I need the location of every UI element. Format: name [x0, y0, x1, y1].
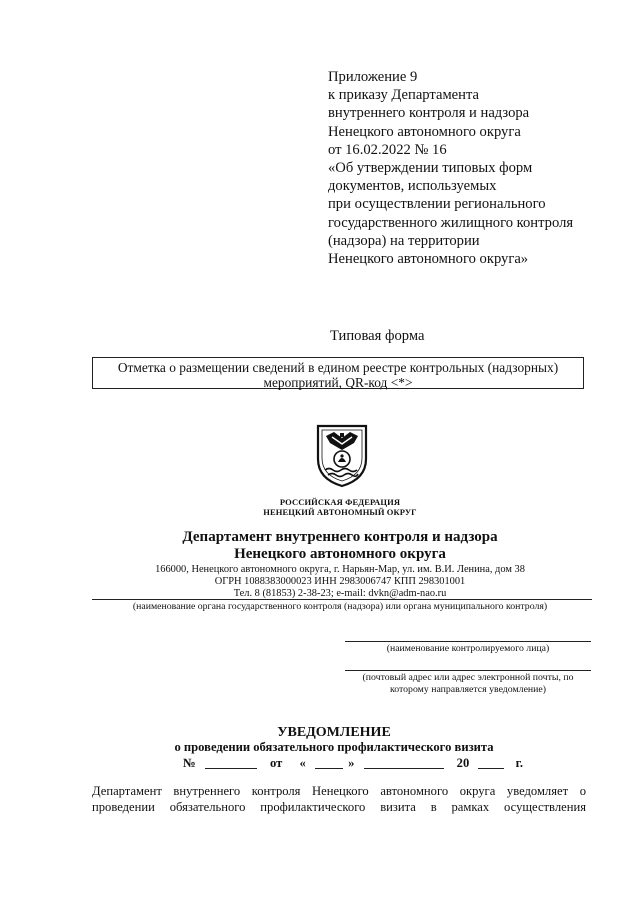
number-label: №: [183, 756, 196, 770]
subject-name-line: [345, 641, 591, 642]
header-divider: [92, 599, 592, 600]
registry-mark-box: [92, 357, 584, 389]
year-prefix: 20: [456, 756, 470, 770]
appendix-line: к приказу Департамента: [328, 87, 479, 104]
from-label: от: [269, 756, 283, 770]
appendix-line: внутреннего контроля и надзора: [328, 105, 530, 122]
appendix-line: Ненецкого автономного округа»: [328, 251, 529, 268]
appendix-line: «Об утверждении типовых форм: [328, 160, 533, 177]
appendix-line: Приложение 9: [328, 69, 418, 85]
department-name-line1: Департамент внутреннего контроля и надзора: [182, 529, 498, 545]
department-phone-email: Тел. 8 (81853) 2-38-23; e-mail: dvkn@adm-nao.ru: [233, 588, 447, 599]
number-blank: [205, 756, 257, 769]
subject-name-caption: (наименование контролируемого лица): [386, 643, 550, 654]
department-registration: ОГРН 1088383000023 ИНН 2983006747 КПП 298301001: [214, 576, 466, 587]
okrug-label: НЕНЕЦКИЙ АВТОНОМНЫЙ ОКРУГ: [263, 507, 417, 517]
notice-body: [92, 784, 586, 815]
federation-label: РОССИЙСКАЯ ФЕДЕРАЦИЯ: [279, 497, 401, 507]
address-caption-line2: которому направляется уведомление): [389, 684, 547, 695]
registry-mark-line2: мероприятий, QR-код <*>: [263, 375, 413, 390]
notice-title: УВЕДОМЛЕНИЕ: [277, 725, 391, 740]
appendix-line: (надзора) на территории: [328, 232, 480, 249]
notice-body-line1: Департамент внутреннего контроля Ненецкого автономного округа уведомляет о: [92, 784, 586, 798]
appendix-line: Ненецкого автономного округа: [328, 123, 521, 140]
registry-mark-line1: Отметка о размещении сведений в едином реестре контрольных (надзорных): [117, 360, 559, 375]
appendix-line: от 16.02.2022 № 16: [328, 141, 447, 158]
appendix-line: документов, используемых: [328, 178, 497, 195]
address-caption-line1: (почтовый адрес или адрес электронной почты, по: [362, 672, 574, 683]
form-type-label: Типовая форма: [330, 328, 425, 344]
address-caption: [345, 672, 591, 696]
appendix-block: [328, 68, 628, 268]
department-address: 166000, Ненецкого автономного округа, г. Нарьян-Мар, ул. им. В.И. Ленина, дом 38: [155, 564, 525, 575]
quote-close: »: [348, 756, 355, 770]
notice-body-line2: проведении обязательного профилактического визита в рамках осуществления: [92, 799, 586, 814]
coat-of-arms-emblem: [314, 423, 370, 489]
notice-number-date-line: [183, 756, 523, 771]
year-suffix: г.: [515, 756, 524, 770]
appendix-line: государственного жилищного контроля: [328, 214, 574, 231]
org-name-caption: (наименование органа государственного контроля (надзора) или органа муниципального контроля): [132, 601, 548, 612]
day-blank: [315, 756, 343, 769]
month-blank: [364, 756, 444, 769]
address-line: [345, 670, 591, 671]
notice-subtitle: о проведении обязательного профилактического визита: [174, 740, 494, 754]
department-name-line2: Ненецкого автономного округа: [234, 546, 446, 562]
appendix-line: при осуществлении регионального: [328, 196, 546, 213]
year-blank: [478, 756, 504, 769]
quote-open: «: [299, 756, 306, 770]
